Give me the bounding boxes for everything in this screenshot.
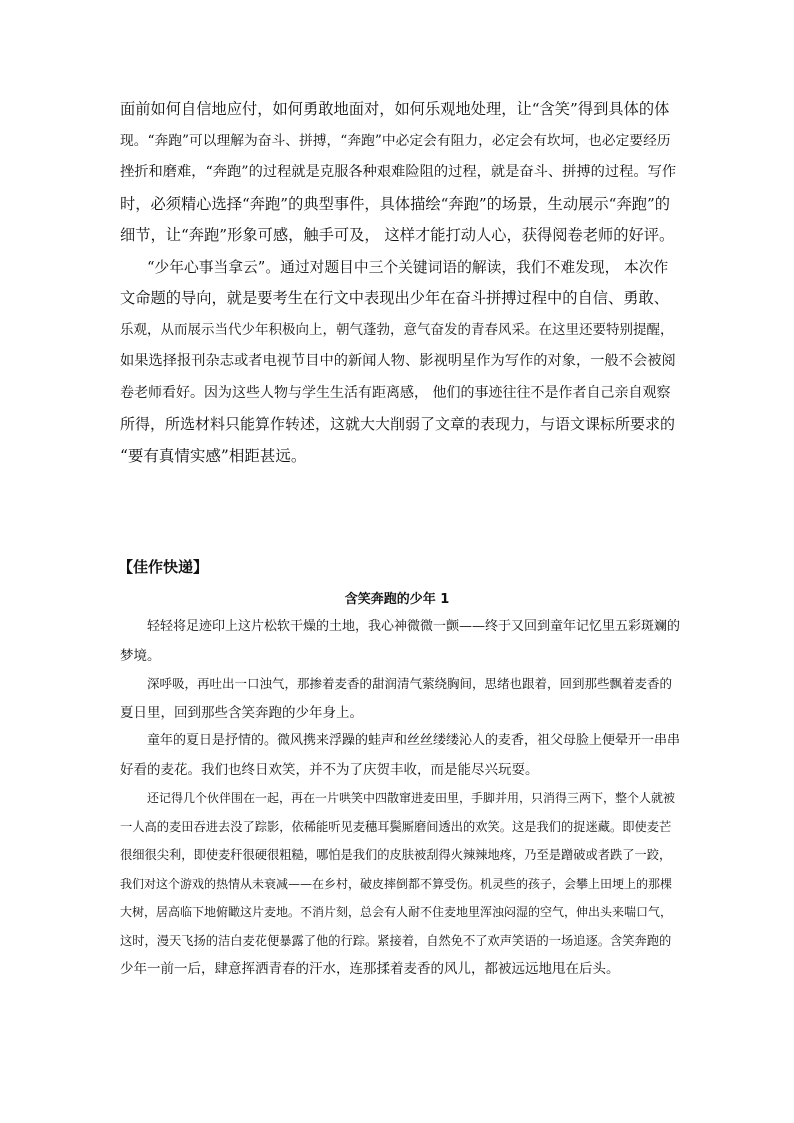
section-heading: 【佳作快递】 bbox=[118, 558, 209, 576]
text-line: 乐观，从而展示当代少年积极向上，朝气蓬勃，意气奋发的青春风采。在这里还要特别提醒， bbox=[120, 321, 674, 338]
paragraph-analysis bbox=[120, 94, 676, 472]
text-line: 这时，漫天飞扬的洁白麦花便暴露了他的行踪。紧接着，自然免不了欢声笑语的一场追逐。含笑奔跑的 bbox=[120, 933, 672, 948]
text-line: 卷老师看好。因为这些人物与学生生活有距离感， 他们的事迹往往不是作者自己亲自观察 bbox=[120, 384, 671, 401]
text-line: 轻轻将足迹印上这片松软干燥的土地，我心神微微一颤——终于又回到童年记忆里五彩斑斓的 bbox=[147, 619, 681, 634]
text-line: 挫折和磨难，“奔跑”的过程就是克服各种艰难险阻的过程，就是奋斗、拼搏的过程。写作 bbox=[120, 164, 677, 180]
text-line: 大树，居高临下地俯瞰这片麦地。不消片刻，总会有人耐不住麦地里浑浊闷湿的空气，伸出头来喘口气， bbox=[120, 905, 673, 919]
essay-title: 含笑奔跑的少年 1 bbox=[344, 592, 450, 607]
text-line: 所得，所选材料只能算作转述，这就大大削弱了文章的表现力，与语文课标所要求的 bbox=[120, 415, 676, 433]
text-line: 一人高的麦田吞进去没了踪影，依稀能听见麦穗耳鬓厮磨间透出的欢笑。这是我们的捉迷藏。即使麦芒 bbox=[120, 819, 672, 834]
text-line: 很细很尖利，即使麦秆很硬很粗糙，哪怕是我们的皮肤被刮得火辣辣地疼，乃至是蹭破或者跌了一跤， bbox=[120, 848, 672, 862]
text-line: “少年心事当拿云”。通过对题目中三个关键词语的解读，我们不难发现， 本次作 bbox=[147, 258, 669, 276]
text-line: 我们对这个游戏的热情从未衰减——在乡村，破皮摔倒都不算受伤。机灵些的孩子，会攀上田埂上的那棵 bbox=[120, 876, 673, 891]
text-line: 深呼吸，再吐出一口浊气，那掺着麦香的甜润清气萦绕胸间，思绪也跟着，回到那些飘着麦香的 bbox=[147, 676, 673, 691]
text-line: 文命题的导向，就是要考生在行文中表现出少年在奋斗拼搏过程中的自信、勇敢、 bbox=[120, 289, 669, 307]
text-line: 时，必须精心选择“奔跑”的典型事件，具体描绘“奔跑”的场景，生动展示“奔跑”的 bbox=[120, 194, 671, 213]
essay-body bbox=[120, 613, 680, 984]
text-line: 现。“奔跑”可以理解为奋斗、拼搏，“奔跑”中必定会有阻力，必定会有坎坷，也必定要经历 bbox=[120, 132, 671, 149]
text-line: 好看的麦花。我们也终日欢笑，并不为了庆贺丰收，而是能尽兴玩耍。 bbox=[120, 761, 539, 778]
text-line: 少年一前一后，肆意挥洒青春的汗水，连那揉着麦香的风儿，都被远远地甩在后头。 bbox=[120, 961, 620, 977]
text-line: 梦境。 bbox=[120, 647, 161, 664]
text-line: 面前如何自信地应付，如何勇敢地面对，如何乐观地处理，让“含笑”得到具体的体 bbox=[120, 100, 670, 118]
text-line: 夏日里，回到那些含笑奔跑的少年身上。 bbox=[120, 704, 363, 721]
text-line: “要有真情实感”相距甚远。 bbox=[120, 446, 307, 465]
text-line: 如果选择报刊杂志或者电视节目中的新闻人物、影视明星作为写作的对象，一般不会被阅 bbox=[120, 353, 676, 369]
text-line: 童年的夏日是抒情的。微风携来浮躁的蛙声和丝丝缕缕沁人的麦香，祖父母脸上便晕开一串串 bbox=[147, 733, 681, 748]
text-line: 细节，让“奔跑”形象可感，触手可及， 这样才能打动人心，获得阅卷老师的好评。 bbox=[120, 226, 675, 244]
text-line: 还记得几个伙伴围在一起，再在一片哄笑中四散窜进麦田里，手脚并用，只消得三两下，整个人就被 bbox=[147, 791, 676, 805]
